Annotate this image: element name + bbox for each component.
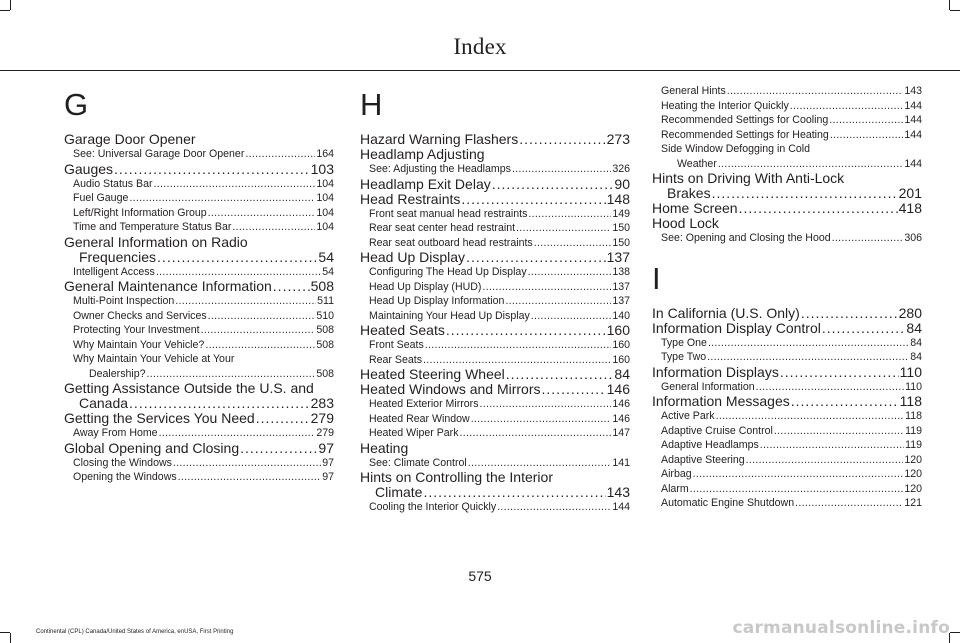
entry-text: Climate xyxy=(375,484,423,500)
entry-text: Active Park xyxy=(661,410,715,422)
index-subentry xyxy=(64,323,334,338)
page-reference[interactable]: 143 xyxy=(904,85,922,97)
page-reference[interactable]: 121 xyxy=(904,497,922,509)
page-reference[interactable]: 160 xyxy=(612,339,630,351)
entry-text: Multi-Point Inspection xyxy=(73,295,175,307)
dot-leader xyxy=(716,409,905,424)
index-subentry xyxy=(64,470,334,485)
index-heading: Hints on Driving With Anti-Lock xyxy=(652,170,845,186)
entry-text: Protecting Your Investment xyxy=(73,324,200,336)
index-subentry xyxy=(360,236,630,251)
entry-text: Information Displays xyxy=(652,363,779,380)
dot-leader xyxy=(528,207,611,222)
dot-leader xyxy=(512,162,611,177)
entry-text: Information Messages xyxy=(652,393,790,409)
index-entry xyxy=(652,321,922,336)
page-reference[interactable]: 143 xyxy=(606,484,630,500)
page-reference[interactable]: 84 xyxy=(906,319,922,336)
entry-text: Intelligent Access xyxy=(73,265,155,278)
index-subentry xyxy=(64,177,334,192)
index-heading: General Information on Radio xyxy=(64,233,248,250)
entry-text: Adaptive Cruise Control xyxy=(661,424,773,437)
index-entry xyxy=(64,279,334,294)
page-reference[interactable]: 119 xyxy=(905,424,922,437)
entry-text: General Information xyxy=(661,380,755,393)
entry-text: Brakes xyxy=(667,185,711,201)
index-heading: Heating xyxy=(360,439,409,456)
index-heading: Hints on Controlling the Interior xyxy=(360,469,553,485)
dot-leader xyxy=(708,336,909,351)
index-heading: Getting Assistance Outside the U.S. and xyxy=(64,380,314,396)
entry-text: Heated Wiper Park xyxy=(369,427,459,439)
index-subentry xyxy=(652,453,922,468)
entry-text: Closing the Windows xyxy=(73,456,172,469)
entry-text: Why Maintain Your Vehicle? xyxy=(73,338,205,351)
entry-text: See: Adjusting the Headlamps xyxy=(369,163,511,175)
entry-text: Time and Temperature Status Bar xyxy=(73,221,232,233)
entry-text: Head Up Display xyxy=(360,249,466,265)
dot-leader xyxy=(205,338,315,353)
dot-leader xyxy=(245,147,315,162)
page-reference[interactable]: 110 xyxy=(899,363,922,380)
section-letter: H xyxy=(360,87,383,122)
page-reference[interactable]: 146 xyxy=(612,398,630,410)
dot-leader xyxy=(482,280,611,295)
header-rule xyxy=(0,70,960,71)
page-reference[interactable]: 140 xyxy=(612,309,630,322)
entry-text: Headlamp Exit Delay xyxy=(360,175,491,192)
entry-text: Automatic Engine Shutdown xyxy=(661,497,795,509)
index-entry xyxy=(360,250,630,265)
dot-leader xyxy=(480,397,612,412)
page-reference[interactable]: 104 xyxy=(316,206,334,219)
entry-text: Heated Steering Wheel xyxy=(360,366,505,382)
dot-leader xyxy=(423,485,605,500)
dot-leader xyxy=(208,309,316,324)
entry-text: Adaptive Steering xyxy=(661,453,745,466)
index-subentry xyxy=(64,265,334,280)
dot-leader xyxy=(760,438,904,453)
dot-leader xyxy=(460,426,612,441)
index-subentry xyxy=(652,482,922,497)
page-reference[interactable]: 141 xyxy=(612,456,630,469)
entry-text: Weather xyxy=(677,157,717,170)
index-subentry xyxy=(652,113,922,128)
section-letter: G xyxy=(64,87,89,122)
entry-text: Canada xyxy=(79,395,129,411)
watermark: carmanualsonline.info xyxy=(732,618,950,638)
page-reference[interactable]: 508 xyxy=(316,338,334,351)
index-subentry xyxy=(360,309,630,324)
page-reference[interactable]: 137 xyxy=(606,249,630,265)
dot-leader xyxy=(208,206,316,221)
index-entry xyxy=(64,250,334,265)
page-reference[interactable]: 508 xyxy=(310,278,334,294)
entry-text: Information Display Control xyxy=(652,319,821,336)
dot-leader xyxy=(471,412,612,427)
index-heading: Garage Door Opener xyxy=(64,131,196,147)
footer-text: Continental (CPL) Canada/United States of America, enUSA, First Printing xyxy=(36,629,234,635)
page-reference[interactable]: 144 xyxy=(904,99,922,112)
page-reference[interactable]: 508 xyxy=(316,324,334,336)
dot-leader xyxy=(756,380,904,395)
index-subentry xyxy=(652,380,922,395)
index-subentry xyxy=(652,424,922,439)
page-reference[interactable]: 326 xyxy=(612,163,630,175)
page-reference[interactable]: 120 xyxy=(904,468,922,480)
entry-text: In California (U.S. Only) xyxy=(652,304,800,321)
index-subentry xyxy=(360,280,630,295)
entry-text: Airbag xyxy=(661,468,692,480)
crop-mark xyxy=(0,632,10,633)
dot-leader xyxy=(425,338,612,353)
dot-leader xyxy=(774,424,904,439)
dot-leader xyxy=(506,367,614,382)
entry-text: Heated Windows and Mirrors xyxy=(360,381,541,397)
index-entry xyxy=(360,177,630,192)
entry-text: Owner Checks and Services xyxy=(73,309,207,322)
entry-text: See: Climate Control xyxy=(369,456,467,469)
entry-text: Adaptive Headlamps xyxy=(661,439,759,451)
page-reference[interactable]: 54 xyxy=(318,248,334,265)
entry-text: Type One xyxy=(661,336,707,349)
crop-mark xyxy=(10,0,11,10)
index-subentry xyxy=(360,221,630,236)
page-reference[interactable]: 146 xyxy=(612,412,630,425)
dot-leader xyxy=(780,365,899,380)
index-subentry xyxy=(64,309,334,324)
entry-text: Type Two xyxy=(661,351,707,363)
entry-text: See: Opening and Closing the Hood xyxy=(661,232,831,244)
index-subentry xyxy=(360,500,630,515)
entry-text: Gauges xyxy=(64,160,114,177)
dot-leader xyxy=(175,294,316,309)
dot-leader xyxy=(739,201,898,216)
page-reference[interactable]: 201 xyxy=(898,185,922,201)
dot-leader xyxy=(492,177,614,192)
page-reference[interactable]: 146 xyxy=(606,381,630,397)
index-subentry xyxy=(652,99,922,114)
index-subentry xyxy=(360,426,630,441)
dot-leader xyxy=(534,236,612,251)
page-reference[interactable]: 164 xyxy=(316,148,334,160)
entry-text: Home Screen xyxy=(652,200,738,216)
page-reference[interactable]: 144 xyxy=(904,114,922,126)
page-reference[interactable]: 138 xyxy=(612,266,630,278)
index-subentry xyxy=(64,367,334,382)
index-entry xyxy=(64,441,334,456)
entry-text: Rear seat center head restraint xyxy=(369,222,516,234)
crop-mark xyxy=(950,632,960,633)
dot-leader xyxy=(795,496,903,511)
index-entry xyxy=(652,394,922,409)
index-heading: Hood Lock xyxy=(652,215,719,231)
index-subentry xyxy=(360,294,630,309)
dot-leader xyxy=(832,231,904,246)
index-entry xyxy=(652,186,922,201)
index-subentry xyxy=(652,157,922,172)
page-reference[interactable]: 137 xyxy=(612,295,630,307)
page-reference[interactable]: 510 xyxy=(316,309,334,322)
dot-leader xyxy=(690,482,904,497)
index-entry xyxy=(360,367,630,382)
index-entry xyxy=(360,323,630,338)
dot-leader xyxy=(468,456,612,471)
dot-leader xyxy=(156,265,321,280)
dot-leader xyxy=(232,220,315,235)
entry-text: Heating the Interior Quickly xyxy=(661,99,789,112)
page-reference[interactable]: 84 xyxy=(910,336,922,349)
dot-leader xyxy=(423,353,611,368)
page-reference[interactable]: 104 xyxy=(316,192,334,204)
index-subentry xyxy=(64,338,334,353)
entry-text: Front Seats xyxy=(369,339,424,351)
entry-text: Alarm xyxy=(661,482,689,495)
entry-text: Front seat manual head restraints xyxy=(369,207,528,220)
index-subentry xyxy=(64,191,334,206)
index-subentry xyxy=(360,456,630,471)
index-subentry xyxy=(360,162,630,177)
page-reference[interactable]: 273 xyxy=(606,131,630,147)
dot-leader xyxy=(727,84,904,99)
page-reference[interactable]: 97 xyxy=(318,439,334,456)
dot-leader xyxy=(461,192,605,207)
dot-leader xyxy=(497,500,611,515)
index-subentry xyxy=(64,294,334,309)
page-reference[interactable]: 508 xyxy=(316,367,334,380)
dot-leader xyxy=(154,177,316,192)
page-reference[interactable]: 118 xyxy=(905,410,922,422)
index-entry xyxy=(360,485,630,500)
page-reference[interactable]: 150 xyxy=(612,236,630,249)
dot-leader xyxy=(791,394,899,409)
page-reference[interactable]: 144 xyxy=(904,128,922,141)
dot-leader xyxy=(519,132,605,147)
entry-text: Head Restraints xyxy=(360,190,461,207)
index-subheading: Why Maintain Your Vehicle at Your xyxy=(73,353,235,365)
dot-leader xyxy=(201,323,316,338)
page-reference[interactable]: 103 xyxy=(310,160,334,177)
index-entry xyxy=(64,396,334,411)
dot-leader xyxy=(830,128,903,143)
index-subentry xyxy=(64,220,334,235)
dot-leader xyxy=(801,306,898,321)
index-subentry xyxy=(360,207,630,222)
dot-leader xyxy=(790,99,904,114)
dot-leader xyxy=(531,309,612,324)
index-entry xyxy=(360,192,630,207)
page-reference[interactable]: 418 xyxy=(898,200,922,216)
index-subentry xyxy=(652,438,922,453)
dot-leader xyxy=(273,279,310,294)
entry-text: Cooling the Interior Quickly xyxy=(369,501,497,513)
dot-leader xyxy=(173,456,321,471)
entry-text: Heated Exterior Mirrors xyxy=(369,398,479,410)
page-reference[interactable]: 279 xyxy=(316,427,334,439)
dot-leader xyxy=(159,426,316,441)
entry-text: Heated Rear Window xyxy=(369,412,470,425)
page-reference[interactable]: 97 xyxy=(322,471,334,483)
index-column-2 xyxy=(360,84,630,515)
page-reference[interactable]: 279 xyxy=(310,410,334,426)
page-reference[interactable]: 97 xyxy=(322,456,334,469)
dot-leader xyxy=(240,441,317,456)
dot-leader xyxy=(707,350,909,365)
dot-leader xyxy=(516,221,611,236)
index-subentry xyxy=(652,336,922,351)
entry-text: Frequencies xyxy=(79,248,157,265)
page-reference[interactable]: 84 xyxy=(614,366,630,382)
dot-leader xyxy=(446,323,606,338)
dot-leader xyxy=(542,382,606,397)
crop-mark xyxy=(949,0,950,10)
index-subentry xyxy=(652,84,922,99)
section-letter: I xyxy=(652,260,661,296)
page-reference[interactable]: 306 xyxy=(904,232,922,244)
dot-leader xyxy=(829,113,903,128)
page-reference[interactable]: 148 xyxy=(606,190,630,207)
dot-leader xyxy=(129,396,310,411)
page-reference[interactable]: 120 xyxy=(904,453,922,466)
index-entry xyxy=(64,411,334,426)
dot-leader xyxy=(693,467,904,482)
page-reference[interactable]: 511 xyxy=(317,295,334,307)
page-reference[interactable]: 144 xyxy=(904,157,922,170)
page-reference[interactable]: 84 xyxy=(910,351,922,363)
index-subentry xyxy=(652,350,922,365)
entry-text: Audio Status Bar xyxy=(73,177,153,190)
index-subentry xyxy=(360,338,630,353)
index-subentry xyxy=(652,128,922,143)
index-subentry xyxy=(64,147,334,162)
page-reference[interactable]: 90 xyxy=(614,175,630,192)
entry-text: Fuel Gauge xyxy=(73,192,129,204)
entry-text: Maintaining Your Head Up Display xyxy=(369,309,530,322)
dot-leader xyxy=(256,411,310,426)
entry-text: General Hints xyxy=(661,85,726,97)
entry-text: Rear Seats xyxy=(369,353,422,366)
entry-text: See: Universal Garage Door Opener xyxy=(73,148,245,160)
page-reference[interactable]: 137 xyxy=(612,280,630,293)
entry-text: Heated Seats xyxy=(360,322,445,338)
entry-text: Head Up Display (HUD) xyxy=(369,280,482,293)
page-reference[interactable]: 149 xyxy=(612,207,630,220)
page-reference[interactable]: 147 xyxy=(612,427,630,439)
index-subentry xyxy=(360,353,630,368)
index-subentry xyxy=(64,206,334,221)
index-entry xyxy=(360,382,630,397)
page-reference[interactable]: 119 xyxy=(905,439,922,451)
index-subentry xyxy=(652,467,922,482)
entry-text: Hazard Warning Flashers xyxy=(360,131,519,147)
index-subentry xyxy=(360,412,630,427)
index-subentry xyxy=(652,496,922,511)
index-subentry xyxy=(64,426,334,441)
dot-leader xyxy=(129,191,315,206)
page-reference[interactable]: 280 xyxy=(898,304,922,321)
dot-leader xyxy=(114,162,310,177)
page-reference[interactable]: 104 xyxy=(316,221,334,233)
index-subentry xyxy=(360,265,630,280)
dot-leader xyxy=(822,321,906,336)
crop-mark xyxy=(950,10,960,11)
page-reference[interactable]: 160 xyxy=(612,353,630,366)
index-subentry xyxy=(360,397,630,412)
index-heading: Headlamp Adjusting xyxy=(360,146,485,162)
index-column-1 xyxy=(64,84,334,485)
entry-text: Getting the Services You Need xyxy=(64,410,255,426)
index-entry xyxy=(652,201,922,216)
dot-leader xyxy=(712,186,898,201)
entry-text: Dealership? xyxy=(89,367,146,380)
index-subheading: Side Window Defogging in Cold xyxy=(661,143,810,155)
page-number: 575 xyxy=(468,568,492,584)
crop-mark xyxy=(10,633,11,643)
page-reference[interactable]: 110 xyxy=(905,380,922,393)
index-entry xyxy=(360,132,630,147)
index-entry xyxy=(64,162,334,177)
entry-text: Head Up Display Information xyxy=(369,295,505,307)
page-reference[interactable]: 118 xyxy=(899,393,922,409)
index-subentry xyxy=(652,409,922,424)
dot-leader xyxy=(157,250,317,265)
index-entry xyxy=(652,365,922,380)
dot-leader xyxy=(147,367,316,382)
dot-leader xyxy=(718,157,903,172)
dot-leader xyxy=(178,470,322,485)
dot-leader xyxy=(746,453,904,468)
entry-text: Configuring The Head Up Display xyxy=(369,266,527,278)
page-title: Index xyxy=(453,34,507,59)
index-entry xyxy=(652,306,922,321)
dot-leader xyxy=(528,265,612,280)
dot-leader xyxy=(505,294,611,309)
entry-text: Recommended Settings for Heating xyxy=(661,128,829,141)
entry-text: Away From Home xyxy=(73,427,158,439)
page-reference[interactable]: 144 xyxy=(612,501,630,513)
index-column-3 xyxy=(652,84,922,511)
entry-text: Left/Right Information Group xyxy=(73,206,207,219)
entry-text: Recommended Settings for Cooling xyxy=(661,114,829,126)
entry-text: Rear seat outboard head restraints xyxy=(369,236,533,249)
dot-leader xyxy=(466,250,606,265)
page-reference[interactable]: 104 xyxy=(316,177,334,190)
crop-mark xyxy=(0,10,10,11)
entry-text: General Maintenance Information xyxy=(64,278,272,294)
page-reference[interactable]: 54 xyxy=(322,265,334,278)
page-reference[interactable]: 120 xyxy=(904,482,922,495)
page-reference[interactable]: 150 xyxy=(612,222,630,234)
entry-text: Global Opening and Closing xyxy=(64,439,240,456)
index-subentry xyxy=(64,456,334,471)
page-reference[interactable]: 283 xyxy=(310,395,334,411)
entry-text: Opening the Windows xyxy=(73,471,177,483)
index-subentry xyxy=(652,231,922,246)
page-reference[interactable]: 160 xyxy=(606,322,630,338)
